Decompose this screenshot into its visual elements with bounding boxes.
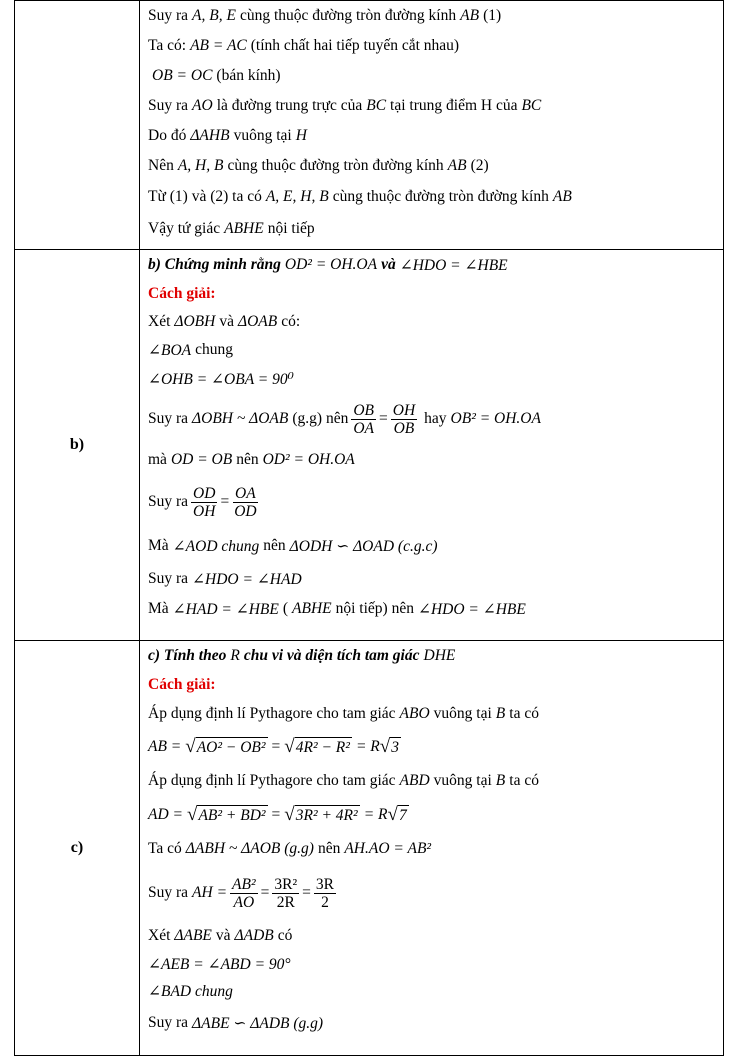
part-a-line-4 (140, 91, 723, 121)
text-segment: Suy ra (148, 7, 189, 24)
text-segment: nội tiếp (267, 220, 315, 237)
part-b-line-1: Xét ΔOBH và ΔOAB có: (148, 313, 301, 330)
text-segment: cùng thuộc đường tròn đường kính (227, 157, 444, 174)
part-c-line-9: ∠BAD chung (148, 982, 233, 1000)
text-segment: Do đó (148, 127, 187, 144)
text-segment: là đường trung trực của (216, 97, 363, 114)
sqrt-ab-bd: √ AB² + BD² (187, 804, 266, 825)
part-a-line-3 (140, 61, 723, 91)
part-a-line-1 (140, 1, 723, 31)
text-segment: cùng thuộc đường tròn đường kính (332, 188, 549, 205)
solution-table (14, 0, 724, 1056)
math-expression: A, H, B (177, 157, 224, 174)
part-b-line-3: ∠OHB = ∠OBA = 90⁰ (148, 370, 294, 388)
part-b-line-4: Suy ra ΔOBH ~ ΔOAB (g.g) nên $\frac{OB}{OA}$ = $\frac{OH}{OB}$ hay OB² = OH.OA (148, 401, 541, 437)
text-segment: Nên (148, 157, 174, 174)
math-expression: A, B, E (192, 7, 236, 24)
sqrt-ao-ob: √ AO² − OB² (185, 736, 266, 757)
fraction-oh-ob: $\frac{OH}{OB}$ (392, 401, 416, 437)
row-c-content (140, 641, 724, 1056)
part-b-line-7: Mà ∠AOD chung nên ΔODH ∽ ΔOAD (c.g.c) (148, 537, 438, 555)
part-b-line-5: mà OD = OB nên OD² = OH.OA (148, 451, 355, 468)
math-expression: H (295, 127, 307, 144)
part-b-heading: b) Chứng minh rằng OD² = OH.OA và ∠HDO = ∠HBE (148, 256, 508, 274)
part-c-line-2: AB = √ AO² − OB² = √ 4R² − R² = R √ 3 (148, 736, 399, 757)
fraction-oa-od: $\frac{OA}{OD}$ (234, 484, 257, 520)
math-expression: OB = OC (152, 67, 213, 84)
math-expression: AB (460, 7, 480, 24)
part-c-line-3: Áp dụng định lí Pythagore cho tam giác ABD vuông tại B ta có (148, 772, 539, 789)
math-expression: BC (521, 97, 542, 114)
text-segment: Vậy tứ giác (148, 220, 221, 237)
math-expression: AB (552, 188, 572, 205)
row-part-b (15, 250, 724, 641)
fraction-ob-oa: $\frac{OB}{OA}$ (353, 401, 374, 437)
text-segment: (tính chất hai tiếp tuyến cắt nhau) (250, 37, 460, 54)
part-c-line-5: Ta có ΔABH ~ ΔAOB (g.g) nên AH.AO = AB² (148, 840, 432, 857)
part-a-line-5 (140, 121, 723, 151)
part-c-line-4: AD = √ AB² + BD² = √ 3R² + 4R² = R √ 7 (148, 804, 407, 825)
fraction-3r2-2r: $\frac{\text{3R²}}{2R}$ (274, 875, 298, 911)
part-b-line-9: Mà ∠HAD = ∠HBE ( ABHE nội tiếp) nên ∠HDO = ∠HBE (148, 600, 526, 618)
math-expression: AB = AC (190, 37, 247, 54)
math-expression: ΔAHB (190, 127, 230, 144)
row-a-label-cell (15, 1, 140, 250)
text-segment: (bán kính) (216, 67, 281, 84)
row-c-label: c) (15, 641, 140, 1056)
math-expression: AB (447, 157, 467, 174)
part-a-line-8 (140, 213, 723, 245)
text-segment: vuông tại (233, 127, 292, 144)
sqrt-3r-4r: √ 3R² + 4R² (284, 804, 358, 825)
text-segment: tại trung điểm H của (390, 97, 518, 114)
part-b-line-8: Suy ra ∠HDO = ∠HAD (148, 570, 302, 588)
sqrt-3: √ 3 (379, 736, 399, 757)
text-segment: Từ (1) và (2) ta có (148, 188, 262, 205)
text-segment: (2) (470, 157, 489, 174)
part-a-line-2 (140, 31, 723, 61)
row-part-a (15, 1, 724, 250)
row-b-label: b) (15, 250, 140, 641)
sqrt-4r-r: √ 4R² − R² (284, 736, 350, 757)
part-c-line-1: Áp dụng định lí Pythagore cho tam giác ABO vuông tại B ta có (148, 705, 539, 722)
part-c-heading: c) Tính theo R chu vi và diện tích tam giác DHE (148, 647, 456, 664)
math-expression: ABHE (224, 220, 264, 237)
math-expression: AO (192, 97, 213, 114)
row-b-content (140, 250, 724, 641)
fraction-od-oh: $\frac{OD}{OH}$ (193, 484, 216, 520)
part-b-line-2: ∠BOA chung (148, 341, 234, 359)
part-b-line-6: Suy ra $\frac{OD}{OH}$ = $\frac{OA}{OD}$ (148, 484, 257, 520)
part-c-line-10: Suy ra ΔABE ∽ ΔADB (g.g) (148, 1014, 324, 1032)
row-part-c (15, 641, 724, 1056)
sqrt-7: √ 7 (387, 804, 407, 825)
part-c-line-6: Suy ra AH = $\frac{\text{AB²}}{AO}$ = $\frac{\text{3R²}}{2R}$ = $\frac{3R}{2}$ (148, 875, 334, 911)
part-a-line-7 (140, 181, 723, 213)
part-c-method-label: Cách giải: (148, 676, 216, 693)
math-expression: BC (366, 97, 387, 114)
part-a-line-6 (140, 151, 723, 181)
part-c-line-7: Xét ΔABE và ΔADB có (148, 927, 293, 944)
math-expression: A, E, H, B (265, 188, 329, 205)
part-b-method-label: Cách giải: (148, 285, 216, 302)
fraction-3r-2: $\frac{3R}{2}$ (315, 875, 334, 911)
text-segment: (1) (483, 7, 502, 24)
text-segment: Suy ra (148, 97, 189, 114)
text-segment: Ta có: (148, 37, 187, 54)
fraction-ab2-ao: $\frac{\text{AB²}}{AO}$ (232, 875, 256, 911)
part-c-line-8: ∠AEB = ∠ABD = 90° (148, 955, 291, 973)
row-a-content (140, 1, 724, 250)
text-segment: cùng thuộc đường tròn đường kính (239, 7, 457, 24)
